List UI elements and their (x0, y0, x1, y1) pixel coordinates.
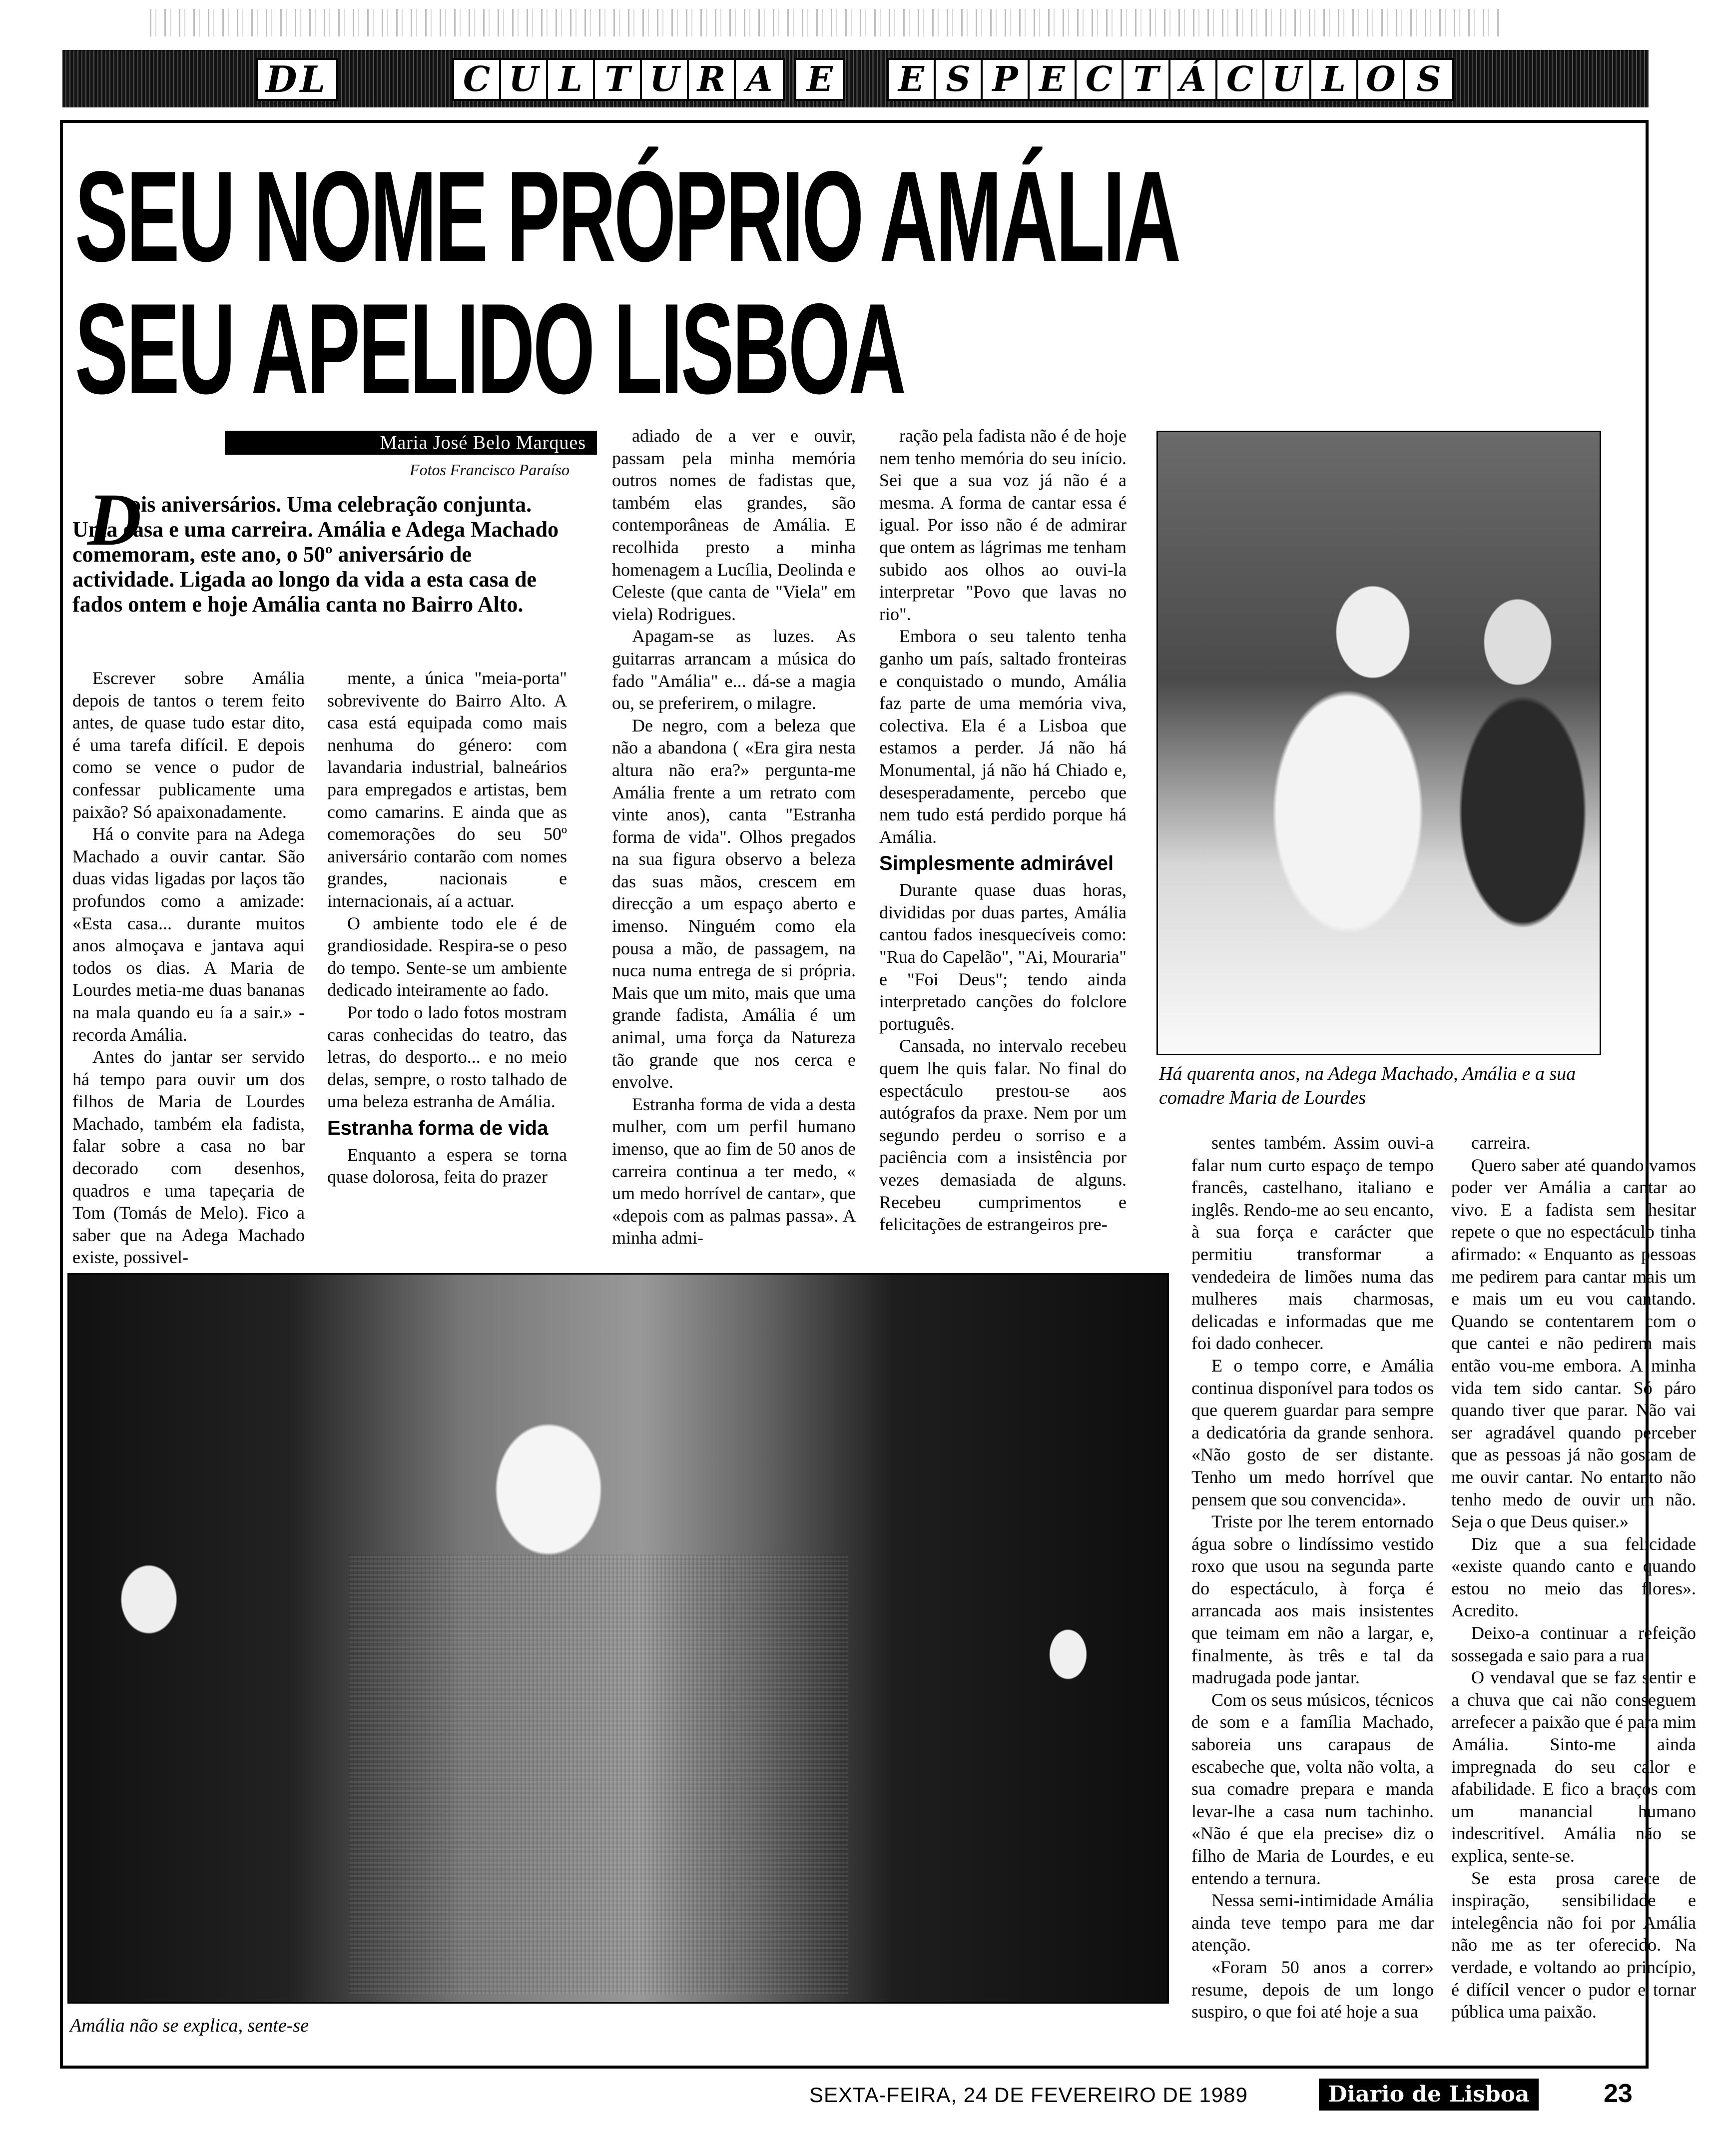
article-paragraph: Estranha forma de vida a desta mulher, com um perfil humano imenso, que ao fim de 50 anos de carreira continua a ter medo, « um medo horrível de cantar», que «depois com as palmas passa». A minha admi- (612, 1094, 856, 1248)
article-paragraph: O ambiente todo ele é de grandiosidade. Respira-se o peso do tempo. Sente-se um ambiente dedicado inteiramente ao fado. (327, 913, 567, 1000)
section-letter: Á (1170, 60, 1217, 99)
article-column-3 (612, 425, 856, 1249)
article-paragraph: Nessa semi-intimidade Amália ainda teve tempo para me dar atenção. (1191, 1890, 1434, 1955)
article-paragraph: O vendaval que se faz sentir e a chuva que cai não conseguem arrefecer a paixão que é para mim Amália. Sinto-me ainda impregnada do seu calor e afabilidade. E fico a braços com um manancial humano indescritível. Amália não se explica, sente-se. (1451, 1667, 1696, 1866)
section-letter: E (807, 59, 833, 99)
section-letter: S (1416, 59, 1441, 99)
byline: Maria José Belo Marques (225, 431, 597, 455)
section-letter: L (1311, 60, 1358, 99)
section-letter: R (689, 60, 736, 99)
photo-amalia-singing (67, 1273, 1169, 2004)
article-column-2 (327, 667, 567, 1188)
section-letter: C (454, 60, 501, 99)
section-word-cultura (452, 58, 785, 101)
article-paragraph: Quero saber até quando vamos poder ver Amália a cantar ao vivo. E a fadista sem hesitar repete o que no espectáculo tinha afirmado: « Enquanto as pessoas me pedirem para cantar mais um e mais um eu vou cantando. Quando se contentarem com o que cantei e não pedirem mais então vou-me embora. A minha vida tem sido cantar. Só páro quando tiver que parar. Não vai ser agradável quando perceber que as pessoas já não gostam de me ouvir cantar. No entanto não tenho medo de ouvir um não. Seja o que Deus quiser.» (1451, 1155, 1696, 1532)
article-paragraph: Antes do jantar ser servido há tempo para ouvir um dos filhos de Maria de Lourdes Machado, também ela fadista, falar sobre a casa no bar decorado com desenhos, quadros e uma tapeçaria de Tom (Tomás de Melo). Fico a saber que na Adega Machado existe, possivel- (72, 1047, 305, 1268)
article-column-5 (1191, 1132, 1434, 2023)
photo-amalia-and-comadre (1156, 431, 1601, 1055)
headline-line-2: SEU APELIDO LISBOA (75, 276, 905, 421)
subhead-simplesmente-admiravel: Simplesmente admirável (879, 852, 1114, 875)
article-paragraph: Escrever sobre Amália depois de tantos o terem feito antes, de quase tudo estar dito, é uma tarefa difícil. E depois como se vence o pudor de confessar publicamente uma paixão? Só apaixonadamente. (72, 668, 305, 822)
article-column-4 (879, 425, 1127, 1236)
headline (75, 144, 1179, 421)
article-paragraph: «Foram 50 anos a correr» resume, depois de um longo suspiro, o que foi até hoje a sua (1191, 1957, 1434, 2022)
section-letter: P (983, 60, 1030, 99)
section-letter: C (1077, 60, 1124, 99)
article-paragraph: Embora o seu talento tenha ganho um país, saltado fronteiras e conquistado o mundo, Amália faz parte de uma memória viva, colectiva. Ela é a Lisboa que estamos a perder. Já não há Monumental, já não há Chiado e, desesperadamente, percebo que nem tudo está perdido porque há Amália. (879, 626, 1127, 847)
article-paragraph: Cansada, no intervalo recebeu quem lhe quis falar. No final do espectáculo prestou-se aos autógrafos da praxe. Nem por um segundo perdeu o sorriso e a paciência com a insistência por vezes demasiada de alguns. Recebeu cumprimentos e felicitações de estrangeiros pre- (879, 1036, 1127, 1235)
section-letter: C (1217, 60, 1264, 99)
article-paragraph: mente, a única "meia-porta" sobrevivente do Bairro Alto. A casa está equipada como mais nenhuma do género: com lavandaria industrial, balneários para empregados e artistas, bem como camarins. E ainda que as comemorações do seu 50º aniversário contarão com nomes grandes, nacionais e internacionais, aí a actuar. (327, 668, 567, 911)
drop-cap: D (87, 478, 142, 561)
section-word-e (794, 58, 845, 101)
article-paragraph: Triste por lhe terem entornado água sobre o lindíssimo vestido roxo que usou na segunda parte do espectáculo, à força é arrancada aos mais insistentes que teimam em não a largar, e, finalmente, às três e tal da madrugada pode jantar. (1191, 1511, 1434, 1688)
article-paragraph: Se esta prosa carece de inspiração, sensibilidade e intelegência não foi por Amália não me as ter oferecido. Na verdade, e voltando ao princípio, é difícil vencer o pudor e tornar pública uma paixão. (1451, 1868, 1696, 2022)
section-letter: E (889, 60, 936, 99)
article-paragraph: Há o convite para na Adega Machado a ouvir cantar. São duas vidas ligadas por laços tão profundos como a amizade: «Esta casa... durante muitos anos almoçava e jantava aqui todos os dias. A Maria de Lourdes metia-me duas bananas na mala quando eu ía a sair.» - recorda Amália. (72, 824, 305, 1045)
section-letter: A (746, 59, 773, 99)
section-letter: U (642, 60, 689, 99)
article-paragraph: Apagam-se as luzes. As guitarras arrancam a música do fado "Amália" e... dá-se a magia ou, se preferirem, o milagre. (612, 626, 856, 714)
page-number: 23 (1604, 2079, 1633, 2108)
article-paragraph: Diz que a sua felicidade «existe quando canto e quando estou no meio das flores». Acredito. (1451, 1533, 1696, 1621)
article-paragraph: E o tempo corre, e Amália continua disponível para todos os que querem guardar para sempre a dedicatória da grande senhora. «Não gosto de ser distante. Tenho um medo horrível que pensem que sou convencida». (1191, 1355, 1434, 1509)
article-paragraph: Por todo o lado fotos mostram caras conhecidas do teatro, das letras, do desporto... e no meio delas, sempre, o rosto talhado de uma beleza estranha de Amália. (327, 1002, 567, 1112)
article-paragraph: sentes também. Assim ouvi-a falar num curto espaço de tempo francês, castelhano, italiano e inglês. Rendo-me ao seu encanto, à sua força e carácter que permitiu transformar a vendedeira de limões numa das mulheres mais charmosas, delicadas e informadas que me foi dado conhecer. (1191, 1133, 1434, 1354)
section-letter: E (1030, 60, 1077, 99)
section-letter: O (1358, 60, 1405, 99)
article-paragraph: Com os seus músicos, técnicos de som e a família Machado, saboreia uns carapaus de escabeche que, volta não volta, a sua comadre prepara e manda levar-lhe a casa num tachinho. «Não é que ela precise» diz o filho de Maria de Lourdes, e eu entendo a ternura. (1191, 1689, 1434, 1888)
top-margin-noise (150, 9, 1499, 36)
section-letter: U (1264, 60, 1311, 99)
article-paragraph: Enquanto a espera se torna quase dolorosa, feita do prazer (327, 1144, 567, 1187)
article-paragraph: carreira. (1471, 1133, 1531, 1153)
footer-date: SEXTA-FEIRA, 24 DE FEVEREIRO DE 1989 (809, 2083, 1248, 2107)
article-paragraph: adiado de a ver e ouvir, passam pela minha memória outros nomes de fadistas que, também elas grandes, são contemporâneas de Amália. E recolhida presto a minha homenagem a Lucília, Deolinda e Celeste (que canta de "Viela" em viela) Rodrigues. (612, 426, 856, 624)
section-letter: S (936, 60, 983, 99)
article-column-1 (72, 667, 305, 1269)
section-letter: T (1124, 60, 1170, 99)
section-letter: T (595, 60, 642, 99)
caption-bottom-photo: Amália não se explica, sente-se (70, 2015, 309, 2036)
article-column-6 (1451, 1132, 1696, 2023)
section-word-espectaculos (887, 58, 1454, 101)
article-paragraph: Deixo-a continuar a refeição sossegada e saio para a rua. (1451, 1623, 1696, 1665)
article-paragraph: De negro, com a beleza que não a abandona ( «Era gira nesta altura não era?» pergunta-me Amália frente a um retrato com vinte anos), canta "Estranha forma de vida". Olhos pregados na sua figura observo a beleza das suas mãos, crescem em direcção a um espaço aberto e imenso. Ninguém como ela pousa a mão, de passagem, na nuca numa entrega de si própria. Mais que um mito, mais que uma grande fadista, Amália é um animal, uma força da Natureza tão grande que nos cerca e envolve. (612, 715, 856, 1092)
lead-paragraph: ois aniversários. Uma celebração conjunta. Uma casa e uma carreira. Amália e Adega Machado comemoram, este ano, o 50º aniversário de actividade. Ligada ao longo da vida a esta casa de fados ontem e hoje Amália canta no Bairro Alto. (72, 492, 559, 617)
headline-line-1: SEU NOME PRÓPRIO AMÁLIA (75, 144, 1179, 288)
article-paragraph: ração pela fadista não é de hoje nem tenho memória do seu início. Sei que a sua voz já não é a mesma. A forma de cantar essa é igual. Por isso não é de admirar que ontem as lágrimas me tenham subido aos olhos ao ouvi-la interpretar "Povo que lavas no rio". (879, 426, 1127, 624)
section-letter: U (501, 60, 548, 99)
subhead-estranha-forma: Estranha forma de vida (327, 1117, 549, 1139)
section-letter: L (548, 60, 595, 99)
footer-masthead: Diario de Lisboa (1319, 2079, 1539, 2111)
caption-top-photo: Há quarenta anos, na Adega Machado, Amália e a sua comadre Maria de Lourdes (1159, 1063, 1576, 1108)
newspaper-logo: DL (256, 58, 338, 101)
article-paragraph: Durante quase duas horas, divididas por duas partes, Amália cantou fados inesquecíveis como: "Rua do Capelão", "Ai, Mouraria" e "Foi Deus"; tendo ainda interpretado canções do folclore português. (879, 880, 1127, 1034)
photo-credit: Fotos Francisco Paraíso (410, 461, 570, 479)
